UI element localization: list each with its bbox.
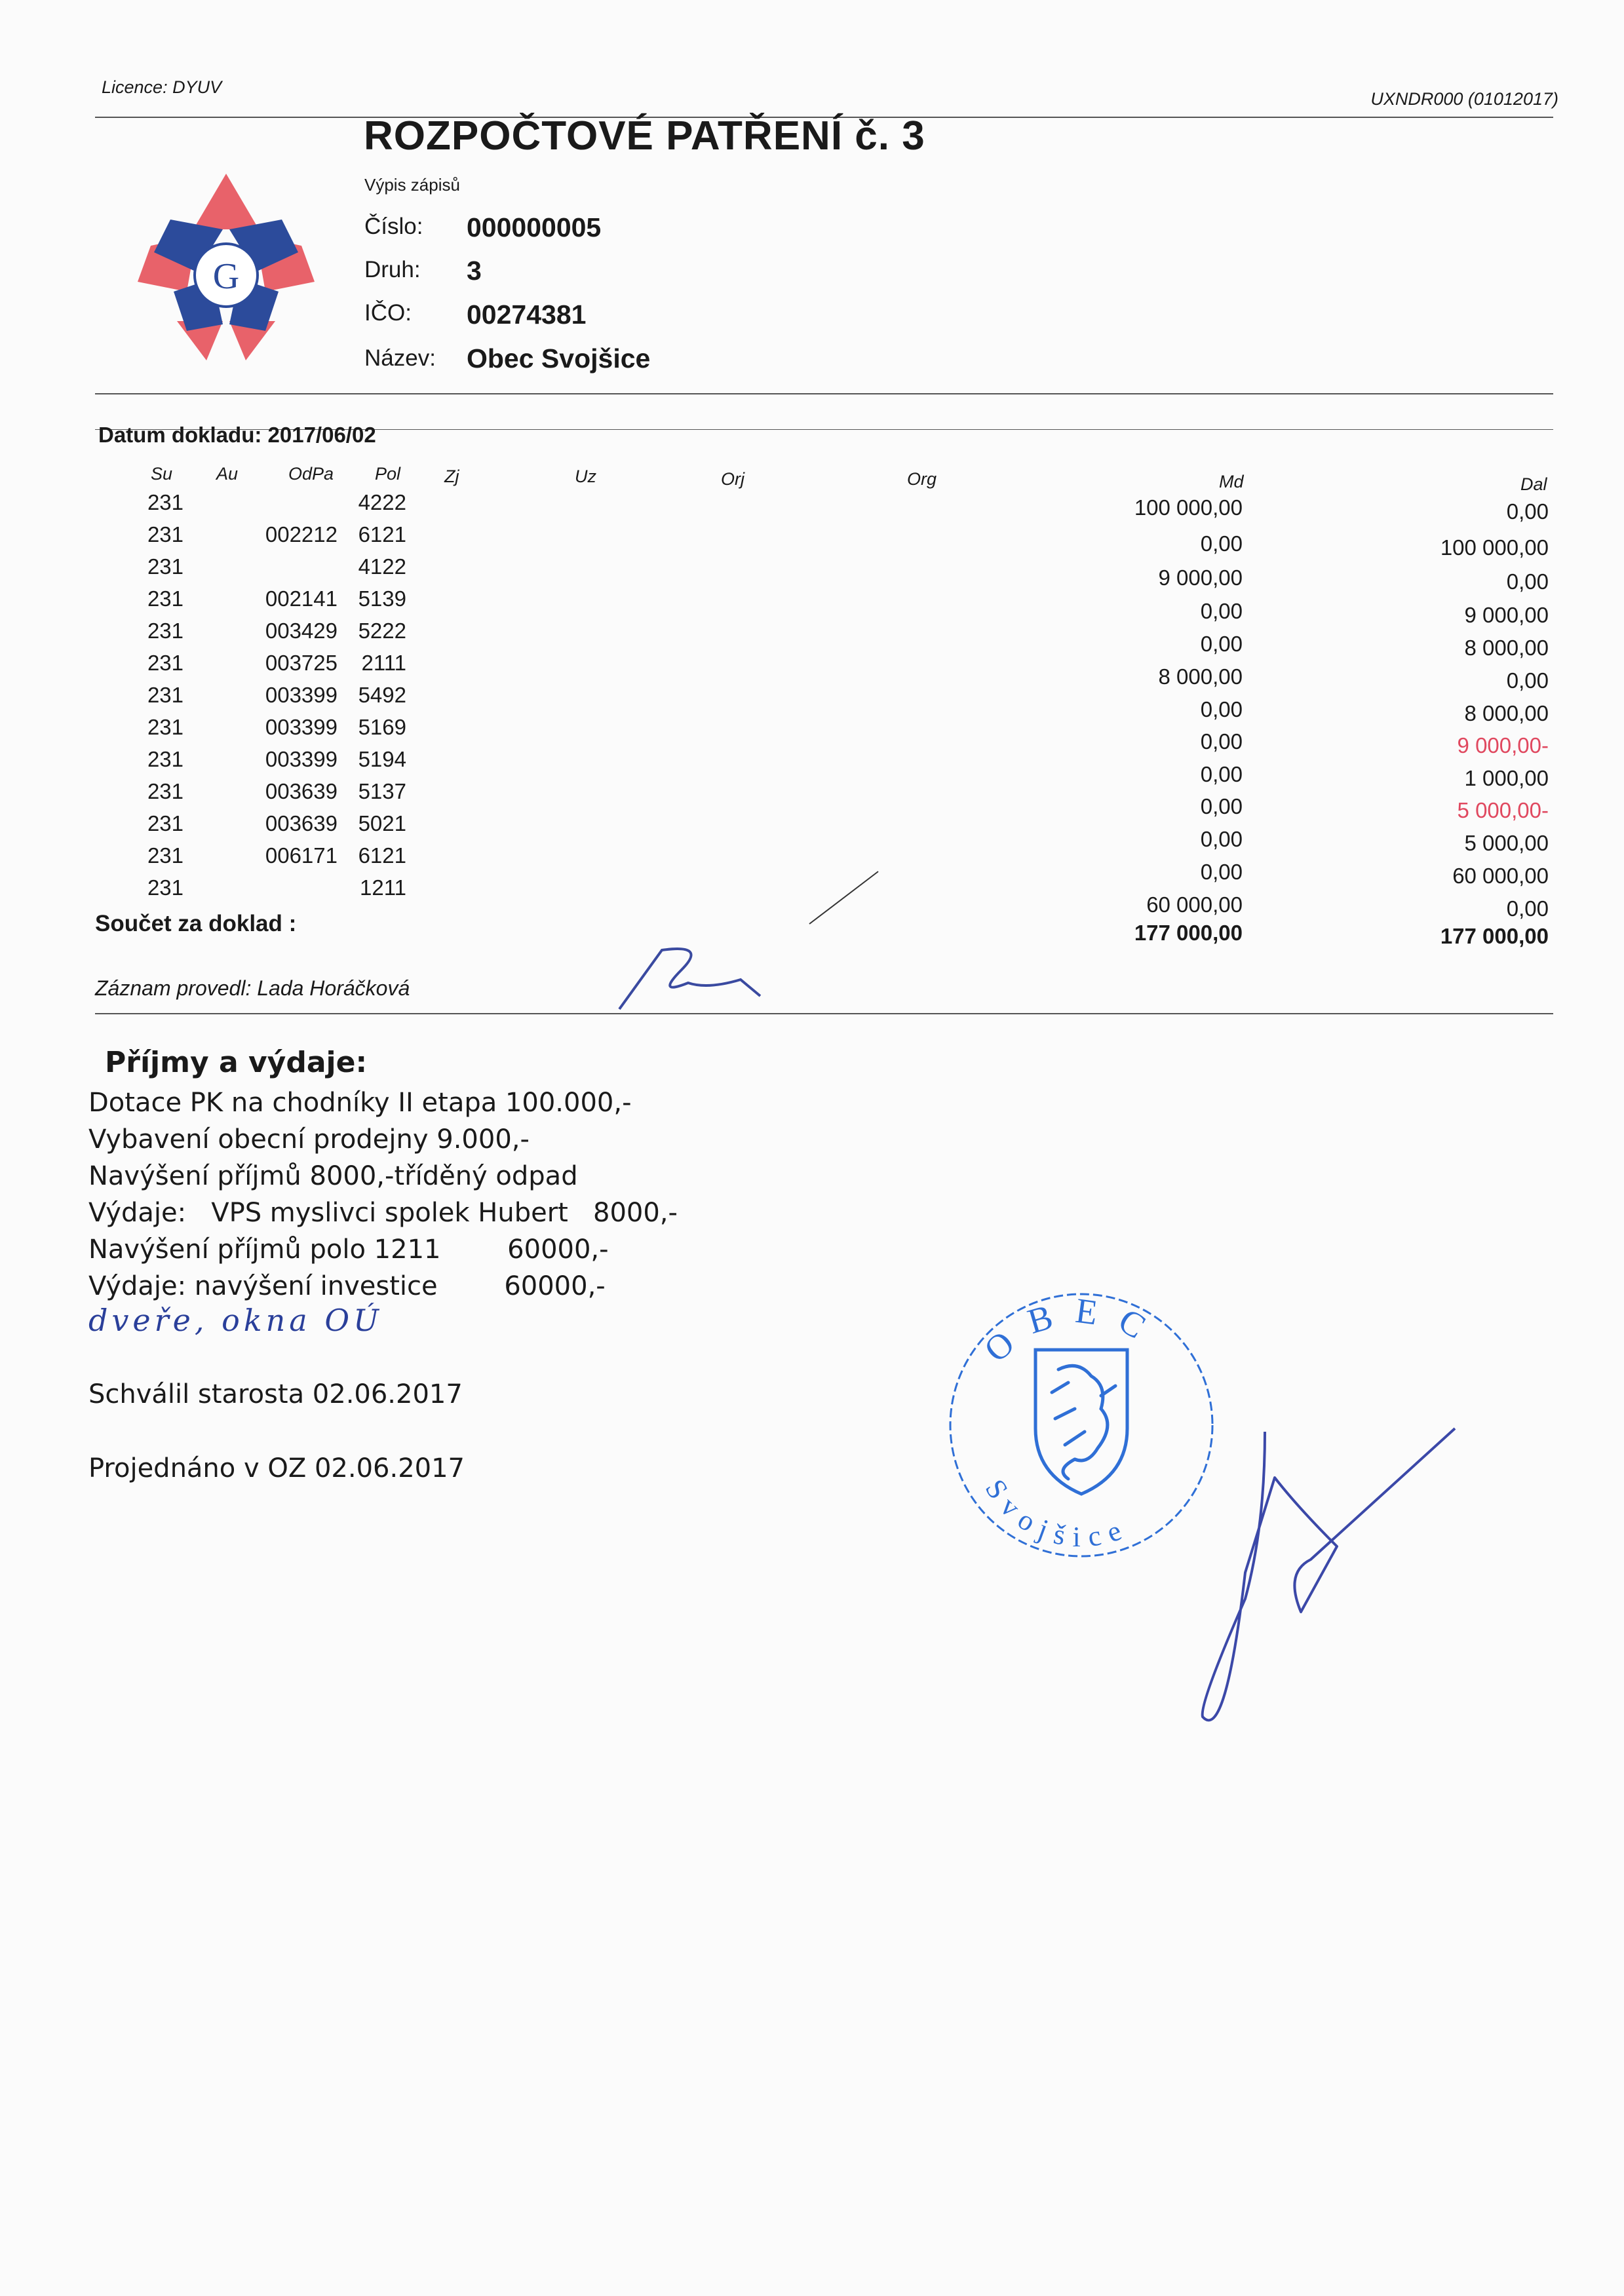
cell-dal: 1 000,00 (1464, 765, 1549, 790)
cell-su: 231 (147, 683, 184, 707)
cell-md: 0,00 (1200, 761, 1243, 786)
cell-dal: 0,00 (1506, 896, 1549, 921)
cell-md: 0,00 (1200, 531, 1243, 556)
field-label-cislo: Číslo: (364, 214, 423, 239)
document-title: ROZPOČTOVÉ PATŘENÍ č. 3 (364, 113, 925, 159)
cell-su: 231 (147, 490, 184, 514)
total-dal: 177 000,00 (1440, 924, 1549, 948)
note-line: Výdaje: navýšení investice 60000,- (88, 1271, 606, 1301)
stamp-bottom-text: Svojšice (978, 1473, 1134, 1554)
cell-md: 9 000,00 (1158, 565, 1243, 590)
form-code: UXNDR000 (01012017) (1370, 89, 1558, 109)
document-date: Datum dokladu: 2017/06/02 (98, 423, 376, 447)
col-header-org: Org (907, 469, 937, 489)
cell-odpa: 003399 (265, 683, 338, 707)
signature-clerk (619, 949, 760, 1009)
cell-odpa: 003639 (265, 811, 338, 835)
document-subtitle: Výpis zápisů (364, 175, 460, 195)
lion-icon (1052, 1366, 1115, 1479)
field-value-nazev: Obec Svojšice (467, 343, 651, 373)
col-header-pol: Pol (375, 464, 401, 484)
field-label-nazev: Název: (364, 345, 436, 371)
cell-su: 231 (147, 843, 184, 868)
cell-su: 231 (147, 875, 184, 900)
cell-dal: 0,00 (1506, 499, 1549, 524)
cell-dal: 100 000,00 (1440, 535, 1549, 560)
cell-su: 231 (147, 586, 184, 611)
cell-odpa: 003399 (265, 747, 338, 771)
note-line: Navýšení příjmů 8000,-tříděný odpad (88, 1161, 578, 1191)
col-header-odpa: OdPa (288, 464, 334, 484)
licence-label: Licence: DYUV (102, 77, 222, 97)
recorded-divider (95, 1013, 1553, 1014)
cell-dal: 8 000,00 (1464, 636, 1549, 660)
cell-su: 231 (147, 715, 184, 739)
col-header-zj: Zj (444, 467, 459, 486)
cell-md: 8 000,00 (1158, 664, 1243, 689)
cell-md: 0,00 (1200, 697, 1243, 721)
cell-pol: 5137 (358, 779, 406, 803)
col-header-dal: Dal (1520, 474, 1547, 494)
cell-pol: 4222 (358, 490, 406, 514)
notes-title: Příjmy a výdaje: (105, 1046, 368, 1079)
field-value-ico: 00274381 (467, 299, 587, 330)
cell-pol: 5492 (358, 683, 406, 707)
cell-pol: 1211 (360, 875, 406, 900)
field-label-druh: Druh: (364, 257, 421, 282)
cell-pol: 5139 (358, 586, 406, 611)
cell-dal: 0,00 (1506, 668, 1549, 693)
col-header-su: Su (151, 464, 173, 484)
cell-md: 60 000,00 (1146, 892, 1243, 917)
cell-md: 0,00 (1200, 632, 1243, 656)
stamp-shield-icon (1035, 1350, 1127, 1494)
field-value-cislo: 000000005 (467, 212, 602, 242)
cell-dal: 9 000,00 (1464, 603, 1549, 628)
approved-text: Schválil starosta 02.06.2017 (88, 1379, 463, 1409)
cell-pol: 2111 (361, 651, 406, 675)
cell-md: 0,00 (1200, 827, 1243, 851)
cell-md: 100 000,00 (1134, 495, 1243, 520)
cell-md: 0,00 (1200, 794, 1243, 819)
cell-su: 231 (147, 747, 184, 771)
cell-pol: 5169 (358, 715, 406, 739)
cell-odpa: 003399 (265, 715, 338, 739)
municipal-stamp (944, 1288, 1219, 1563)
signature-mayor (1203, 1428, 1455, 1720)
note-line: Navýšení příjmů polo 1211 60000,- (88, 1234, 609, 1265)
cell-su: 231 (147, 554, 184, 579)
recorded-by: Záznam provedl: Lada Horáčková (95, 976, 410, 1000)
total-label: Součet za doklad : (95, 911, 297, 936)
stamp-top-text: OBEC (976, 1290, 1170, 1370)
cell-pol: 4122 (358, 554, 406, 579)
note-line: Výdaje: VPS myslivci spolek Hubert 8000,- (88, 1198, 678, 1228)
cell-dal: 5 000,00- (1457, 798, 1549, 823)
discussed-text: Projednáno v OZ 02.06.2017 (88, 1453, 465, 1483)
cell-odpa: 003639 (265, 779, 338, 803)
cell-pol: 5194 (358, 747, 406, 771)
note-line: Dotace PK na chodníky II etapa 100.000,- (88, 1088, 632, 1118)
cell-odpa: 006171 (265, 843, 338, 868)
star-g-logo-icon (125, 167, 328, 370)
cell-su: 231 (147, 651, 184, 675)
cell-md: 0,00 (1200, 599, 1243, 624)
logo-letter: G (212, 256, 240, 297)
cell-su: 231 (147, 811, 184, 835)
cell-md: 0,00 (1200, 859, 1243, 884)
col-header-orj: Orj (721, 469, 744, 489)
cell-su: 231 (147, 522, 184, 546)
cell-odpa: 003725 (265, 651, 338, 675)
svg-text:OBEC (976, 1291, 1169, 1370)
header-bottom-divider (95, 393, 1553, 394)
field-label-ico: IČO: (364, 300, 412, 326)
cell-odpa: 002212 (265, 522, 338, 546)
cell-dal: 0,00 (1506, 569, 1549, 594)
cell-pol: 6121 (358, 843, 406, 868)
total-md: 177 000,00 (1134, 921, 1243, 945)
col-header-au: Au (216, 464, 239, 484)
field-value-druh: 3 (467, 256, 482, 286)
pen-stroke (809, 871, 878, 924)
col-header-md: Md (1219, 472, 1244, 491)
cell-dal: 5 000,00 (1464, 831, 1549, 855)
cell-dal: 60 000,00 (1452, 863, 1549, 888)
cell-pol: 5222 (358, 619, 406, 643)
note-line: Vybavení obecní prodejny 9.000,- (88, 1124, 530, 1155)
cell-pol: 5021 (358, 811, 406, 835)
cell-md: 0,00 (1200, 729, 1243, 754)
cell-odpa: 003429 (265, 619, 338, 643)
cell-odpa: 002141 (265, 586, 338, 611)
cell-su: 231 (147, 619, 184, 643)
cell-dal: 9 000,00- (1457, 733, 1549, 758)
svg-text:Svojšice (979, 1474, 1134, 1553)
handwritten-note: dveře, okna OÚ (88, 1303, 383, 1338)
cell-pol: 6121 (358, 522, 406, 546)
cell-dal: 8 000,00 (1464, 700, 1549, 725)
cell-su: 231 (147, 779, 184, 803)
col-header-uz: Uz (575, 467, 596, 486)
